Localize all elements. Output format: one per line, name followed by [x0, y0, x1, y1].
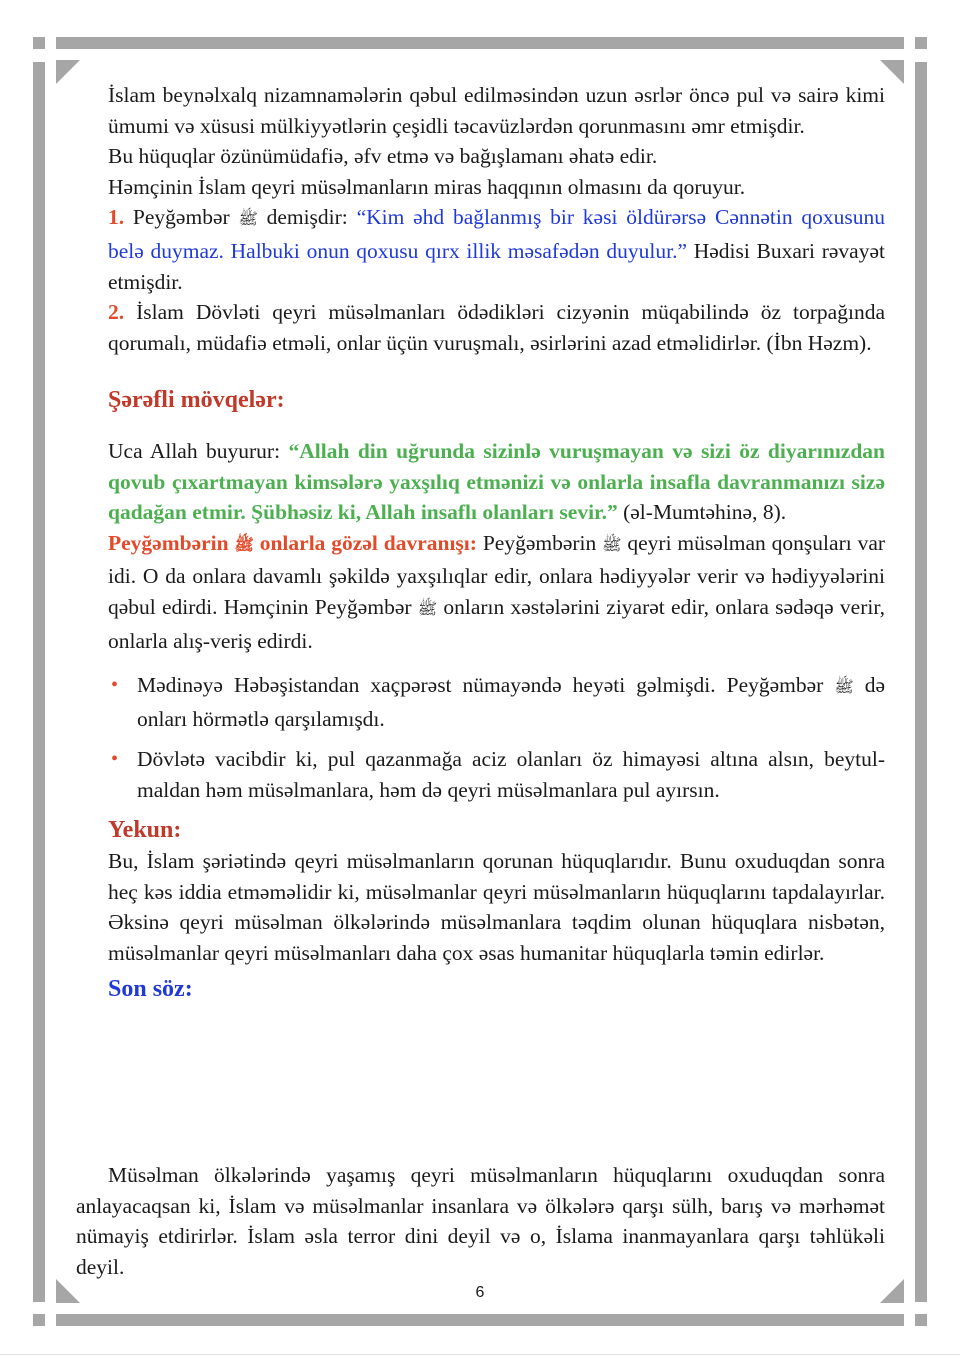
numbered-item-2 — [108, 297, 885, 358]
conduct-text-1: Peyğəmbərin — [482, 530, 597, 555]
frame-bottom-bar — [56, 1314, 904, 1326]
saw-symbol-icon: ﷺ — [602, 536, 622, 554]
final-word-paragraph: Müsəlman ölkələrində yaşamış qeyri müsəlmanların hüquqlarını oxuduqdan sonra anlayacaqsan ki, İslam və müsəlmanlar insanlara və ölkələrə qarşı sülh, barış və mərhəmət nümayiş etdirirlər. İslam əsla terror dini deyil və o, İslama inanmayanlara qarşı təhlükəli deyil. — [76, 1163, 885, 1279]
numbered-item-1 — [108, 202, 885, 297]
bullet-1-text-pre: Mədinəyə Həbəşistandan xaçpərəst nümayəndə heyəti gəlmişdi. Peyğəmbər — [137, 673, 824, 698]
frame-top-bar — [56, 37, 904, 49]
saw-symbol-icon: ﷺ — [417, 600, 438, 618]
page-number: 6 — [475, 1284, 485, 1301]
frame-corner-tl — [33, 37, 45, 49]
item-1-hadith-quote: “Kim əhd bağlanmış bir kəsi öldürərsə Cənnətin qoxusunu belə duymaz. Halbuki onun qoxusu qırx illik məsafədən duyulur.” — [108, 205, 886, 263]
intro-paragraph-3: Həmçinin İslam qeyri müsəlmanların miras haqqının olmasını da qoruyur. — [108, 174, 746, 199]
item-1-prefix: Peyğəmbər — [132, 205, 230, 230]
frame-left-bar — [33, 62, 45, 1302]
heading-conclusion: Yekun: — [108, 817, 182, 844]
bullet-icon: • — [111, 674, 119, 697]
bullet-icon: • — [111, 748, 119, 771]
quran-verse-quote: “Allah din uğrunda sizinlə vuruşmayan və sizi öz diyarınızdan qovub çıxartmayan kimsələrə yaxşılıq etmənizi və onlarla insafla davranmanızı sizə qadağan etmir. Şübhəsiz ki, Allah insaflı olanları sevir.” — [108, 438, 885, 525]
list-item — [108, 670, 885, 734]
saw-symbol-icon: ﷺ — [234, 536, 254, 554]
quran-quote-paragraph — [108, 436, 885, 528]
bullet-1-text-post: də onları hörmətlə qarşılamışdı. — [137, 673, 886, 731]
frame-triangle-tl — [56, 60, 80, 84]
prophet-conduct-paragraph — [108, 528, 885, 656]
conduct-label-suffix: onlarla gözəl davranışı: — [259, 530, 477, 555]
intro-paragraph-1: İslam beynəlxalq nizamnamələrin qəbul edilməsindən uzun əsrlər öncə pul və sairə kimi ümumi və xüsusi mülkiyyətlərin çeşidli təcavüzlərdən qorunmasını əmr etmişdir. — [108, 83, 885, 138]
heading-final-word: Son söz: — [108, 976, 193, 1003]
frame-corner-tr — [915, 37, 927, 49]
frame-right-bar — [915, 62, 927, 1302]
item-2-text: İslam Dövləti qeyri müsəlmanları ödədikləri cizyənin müqabilində öz torpağında qorumalı, müdafiə etməli, onlar üçün vuruşmalı, əsirlərini azad etməlidirlər. (İbn Həzm). — [108, 300, 885, 355]
bullet-2-text: Dövlətə vacibdir ki, pul qazanmağa aciz olanları öz himayəsi altına alsın, beytul-maldan həm müsəlmanlara, həm də qeyri müsəlmanlara pul ayırsın. — [137, 747, 885, 802]
bullet-list — [108, 670, 885, 805]
frame-corner-bl — [33, 1314, 45, 1326]
quran-verse-source: (əl-Mumtəhinə, 8). — [623, 500, 787, 525]
saw-symbol-icon: ﷺ — [238, 211, 258, 229]
quran-intro: Uca Allah buyurur: — [108, 438, 281, 463]
conduct-text-3: onların xəstələrini ziyarət edir, onlara sədəqə verir, onlarla alış-veriş edirdi. — [108, 594, 886, 653]
intro-paragraph-2: Bu hüquqlar özünümüdafiə, əfv etmə və bağışlamanı əhatə edir. — [108, 144, 658, 169]
list-item — [108, 744, 885, 805]
final-word-block — [76, 1160, 885, 1282]
item-1-number: 1. — [108, 205, 125, 230]
frame-corner-br — [915, 1314, 927, 1326]
saw-symbol-icon: ﷺ — [834, 679, 854, 697]
conduct-label-prefix: Peyğəmbərin — [108, 530, 229, 555]
page-bottom-divider — [0, 1354, 960, 1355]
conclusion-paragraph: Bu, İslam şəriətində qeyri müsəlmanların qorunan hüquqlarıdır. Bunu oxuduqdan sonra heç kəs iddia etməməlidir ki, müsəlmanlar qeyri müsəlmanların hüquqlarını tapdalayırlar. Əksinə qeyri müsəlman ölkələrində müsəlmanlara təqdim olunan hüquqlara nisbətən, müsəlmanlar qeyri müsəlmanları daha çox əsas humanitar hüquqlarla təmin edirlər. — [108, 849, 885, 965]
page-content — [108, 80, 885, 1005]
conduct-text-2: qeyri müsəlman qonşuları var idi. O da onlara davamlı şəkildə yaxşılıqlar edir, onlara hədiyyələr verir və hədiyyələrini qəbul edirdi. Həmçinin Peyğəmbər — [108, 530, 886, 619]
item-1-mid: demişdir: — [266, 205, 348, 230]
heading-honorable-positions: Şərəfli mövqelər: — [108, 387, 285, 414]
item-2-number: 2. — [108, 300, 125, 325]
item-1-source: Hədisi Buxari rəvayət etmişdir. — [108, 238, 885, 294]
